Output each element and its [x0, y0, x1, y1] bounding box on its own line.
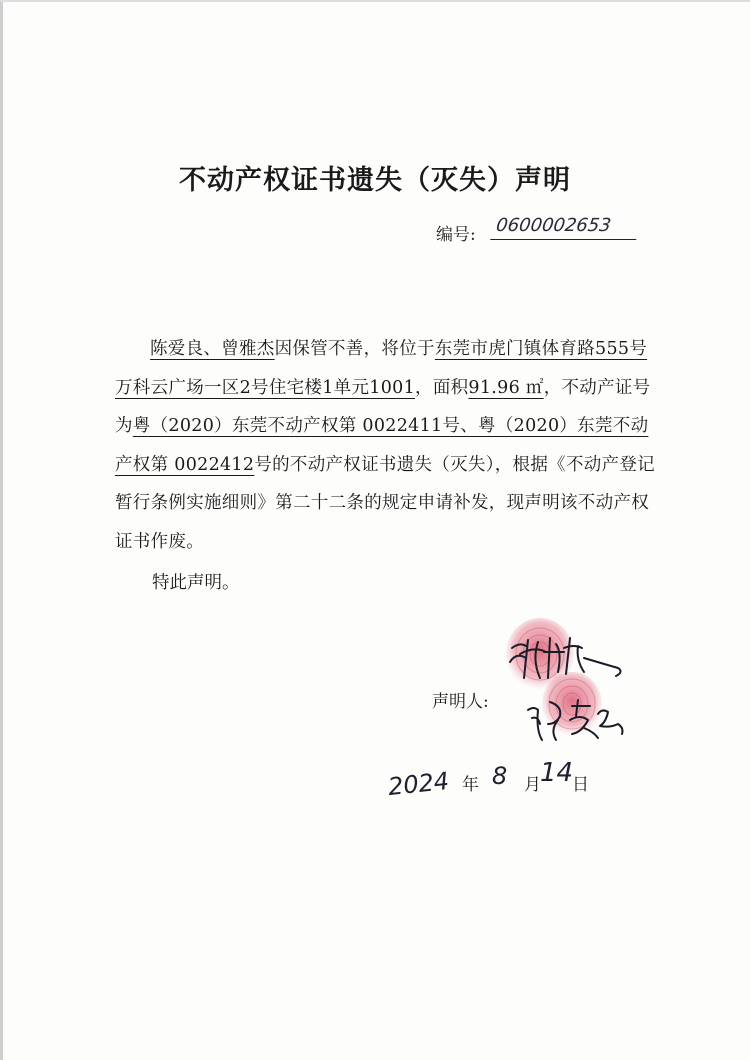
date-year: 2024 [386, 766, 451, 802]
property-address: 东莞市虎门镇体育路555号万科云广场一区2号住宅楼1单元1001 [115, 339, 648, 398]
scan-edge-top [0, 0, 750, 2]
declarant-label: 声明人: [432, 692, 489, 712]
date-month: 8 [492, 762, 508, 790]
date-line [386, 758, 608, 802]
certificate-numbers: 粤（2020）东莞不动产权第 0022411号、粤（2020）东莞不动产权第 0022412 [115, 416, 649, 475]
statement-text-3: ，不动产证号为 [115, 377, 651, 436]
closing-text: 特此声明。 [152, 573, 240, 593]
document-number-label: 编号: [436, 225, 476, 245]
statement-text-2: ，面积 [415, 377, 469, 398]
date-year-char: 年 [462, 775, 479, 795]
document-title: 不动产权证书遗失（灭失）声明 [179, 165, 571, 196]
statement-text-4: 号的不动产权证书遗失（灭失），根据《不动产登记暂行条例实施细则》第二十二条的规定申请补发，现声明该不动产权证书作废。 [115, 454, 655, 552]
document-number-row [436, 215, 636, 245]
date-day-char: 日 [572, 775, 589, 795]
property-area: 91.96 ㎡ [468, 377, 544, 398]
statement-body [115, 330, 655, 561]
statement-paragraph [115, 330, 655, 561]
document-number-value: 0600002653 [490, 215, 640, 240]
statement-text-1: 因保管不善，将位于 [274, 339, 435, 359]
owner-names: 陈爱良、曾雅杰 [150, 339, 275, 359]
date-month-char: 月 [524, 775, 541, 795]
handwritten-signatures [498, 618, 648, 758]
date-day: 14 [540, 758, 574, 788]
